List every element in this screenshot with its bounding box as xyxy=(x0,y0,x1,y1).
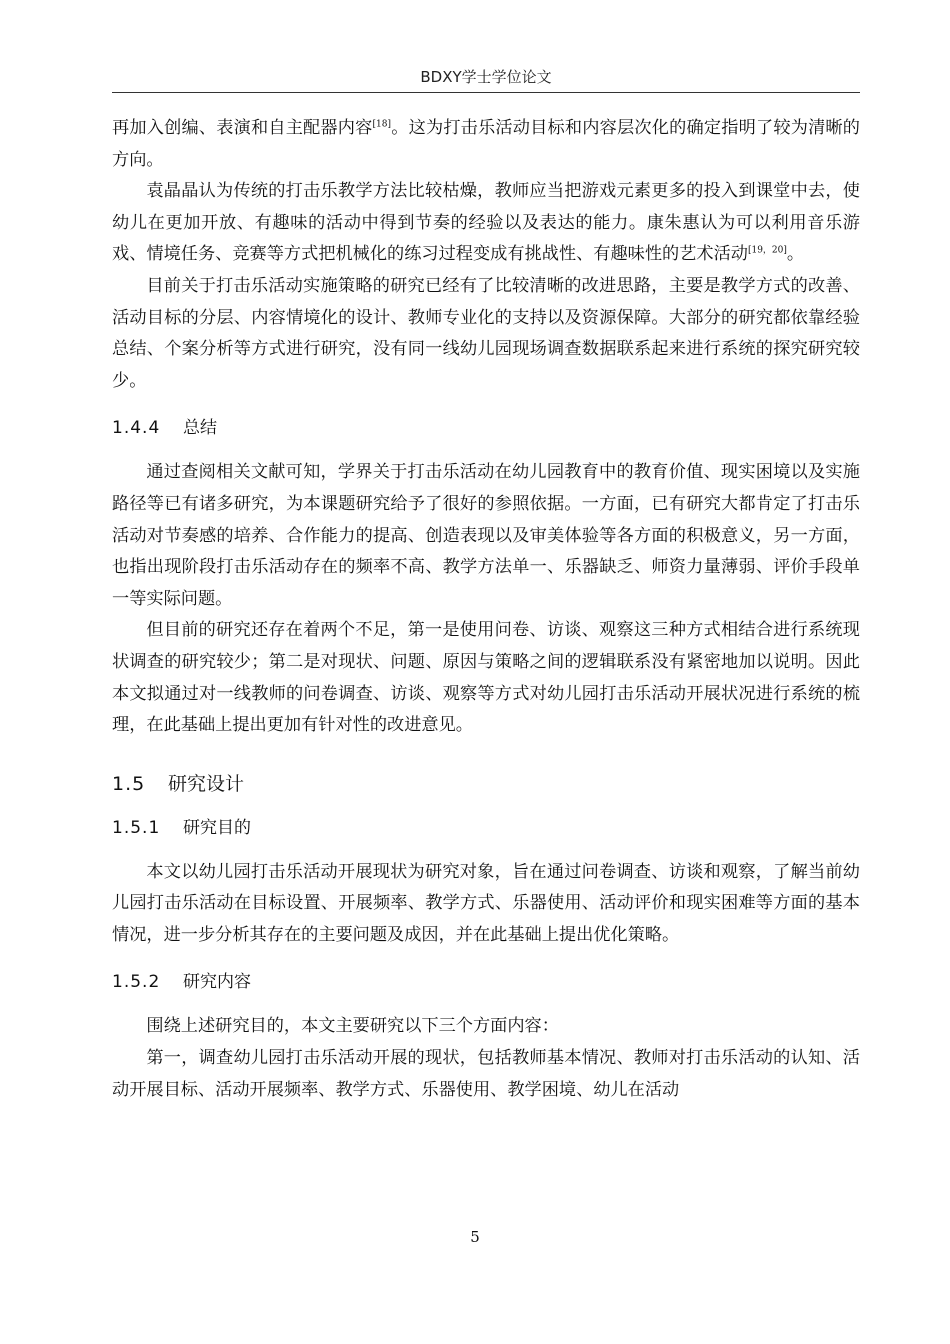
page-body xyxy=(112,113,860,1106)
paragraph-research-gaps: 但目前的研究还存在着两个不足，第一是使用问卷、访谈、观察这三种方式相结合进行系统现状调查的研究较少；第二是对现状、问题、原因与策略之间的逻辑联系没有紧密地加以说明。因此本文拟通过对一线教师的问卷调查、访谈、观察等方式对幼儿园打击乐活动开展状况进行系统的梳理，在此基础上提出更加有针对性的改进意见。 xyxy=(112,620,860,736)
paragraph-content-intro: 围绕上述研究目的，本文主要研究以下三个方面内容： xyxy=(146,1016,559,1037)
running-header: BDXY学士学位论文 xyxy=(420,68,552,86)
paragraph-continued: 再加入创编、表演和自主配器内容[18]。这为打击乐活动目标和内容层次化的确定指明了较为清晰的方向。 xyxy=(112,118,860,170)
heading-1-5-2: 1.5.2 研究内容 xyxy=(112,972,251,993)
paragraph-yuan-jingjing: 袁晶晶认为传统的打击乐教学方法比较枯燥，教师应当把游戏元素更多的投入到课堂中去，使幼儿在更加开放、有趣味的活动中得到节奏的经验以及表达的能力。康朱惠认为可以利用音乐游戏、情境任务、竞赛等方式把机械化的练习过程变成有挑战性、有趣味性的艺术活动[19，20]。 xyxy=(112,181,860,265)
paragraph-content-first: 第一，调查幼儿园打击乐活动开展的现状，包括教师基本情况、教师对打击乐活动的认知、活动开展目标、活动开展频率、教学方式、乐器使用、教学困境、幼儿在活动 xyxy=(112,1048,860,1100)
heading-1-5-1: 1.5.1 研究目的 xyxy=(112,817,251,838)
paragraph-research-purpose: 本文以幼儿园打击乐活动开展现状为研究对象，旨在通过问卷调查、访谈和观察，了解当前幼儿园打击乐活动在目标设置、开展频率、教学方式、乐器使用、活动评价和现实困难等方面的基本情况，进一步分析其存在的主要问题及成因，并在此基础上提出优化策略。 xyxy=(112,861,860,945)
page-number: 5 xyxy=(470,1228,480,1246)
paragraph-literature-review: 通过查阅相关文献可知，学界关于打击乐活动在幼儿园教育中的教育价值、现实困境以及实施路径等已有诸多研究，为本课题研究给予了很好的参照依据。一方面，已有研究大都肯定了打击乐活动对节奏感的培养、合作能力的提高、创造表现以及审美体验等各方面的积极意义，另一方面，也指出现阶段打击乐活动存在的频率不高、教学方法单一、乐器缺乏、师资力量薄弱、评价手段单一等实际问题。 xyxy=(112,462,860,609)
header-rule xyxy=(112,92,860,93)
citation-ref: [19，20] xyxy=(747,245,787,256)
citation-ref: [18] xyxy=(372,119,392,130)
paragraph-strategy-summary: 目前关于打击乐活动实施策略的研究已经有了比较清晰的改进思路，主要是教学方式的改善、活动目标的分层、内容情境化的设计、教师专业化的支持以及资源保障。大部分的研究都依靠经验总结、个案分析等方式进行研究，没有同一线幼儿园现场调查数据联系起来进行系统的探究研究较少。 xyxy=(112,275,860,391)
heading-1-5: 1.5 研究设计 xyxy=(112,772,245,795)
heading-1-4-4: 1.4.4 总结 xyxy=(112,418,217,439)
